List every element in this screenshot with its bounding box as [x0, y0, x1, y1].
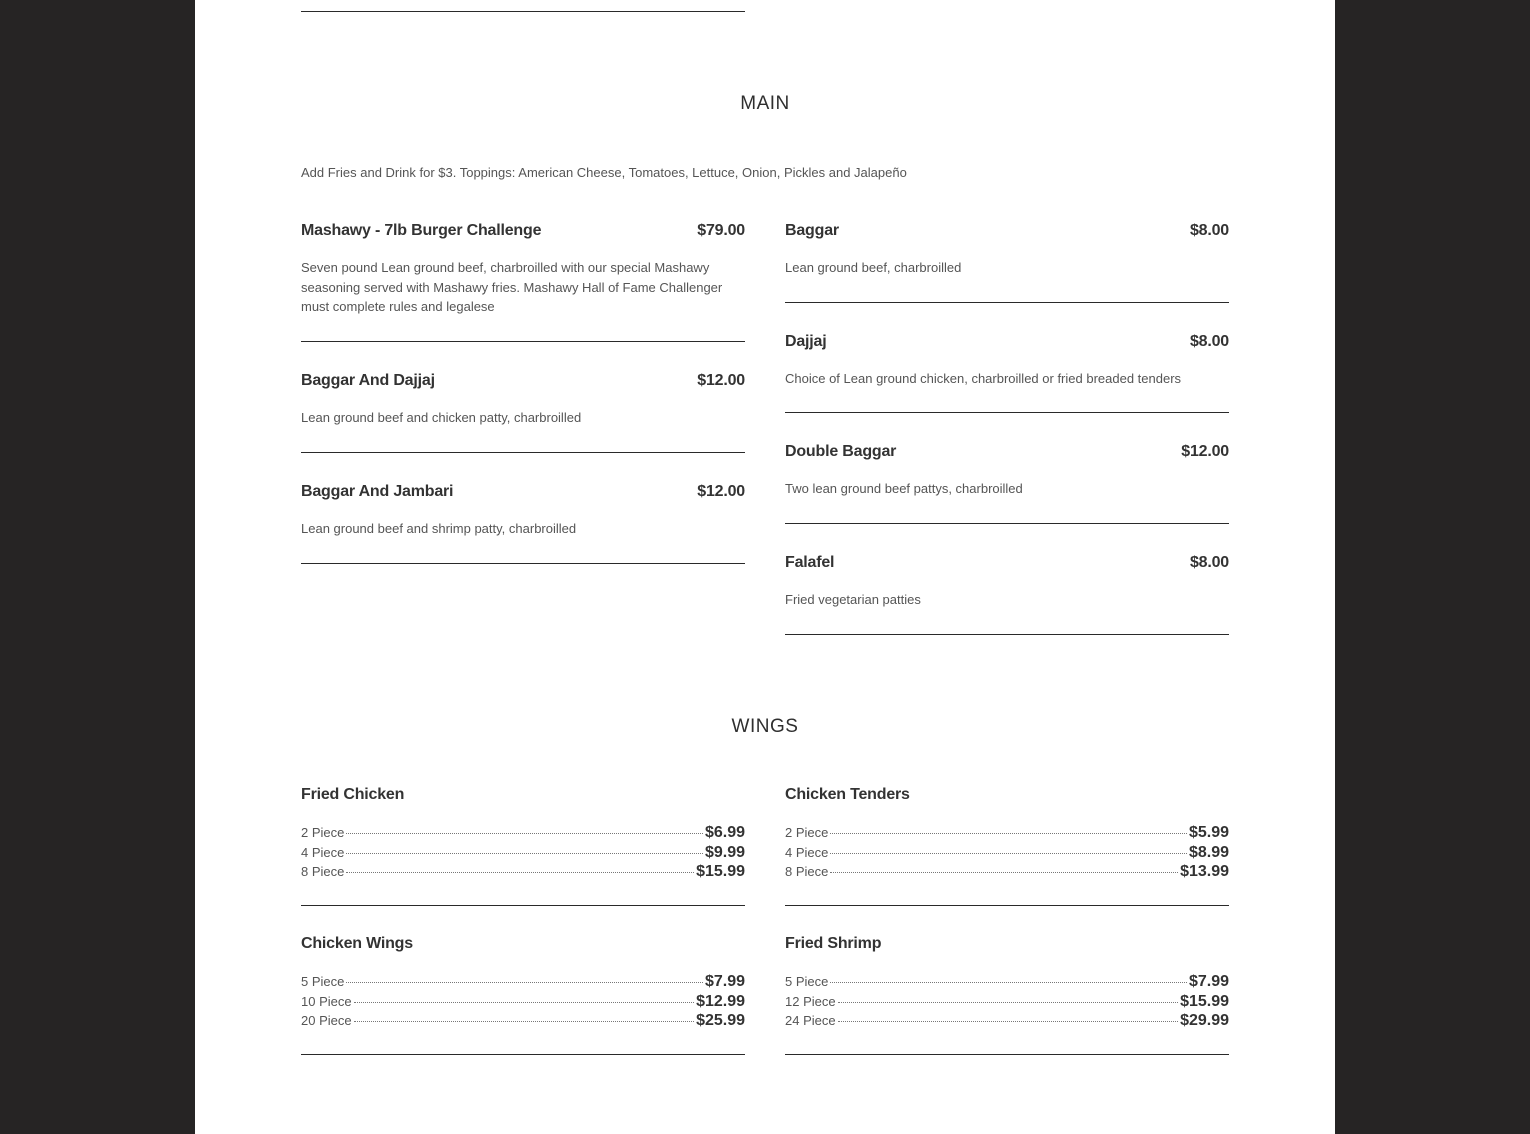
price-option — [301, 973, 745, 993]
option-price: $15.99 — [696, 863, 745, 880]
menu-item[interactable] — [785, 786, 1229, 906]
menu-item-price: $12.00 — [697, 483, 745, 500]
menu-item-name: Double Baggar — [785, 443, 897, 460]
menu-item-price: $8.00 — [1189, 554, 1229, 571]
price-option — [301, 844, 745, 864]
option-price: $15.99 — [1180, 992, 1229, 1010]
price-option — [785, 844, 1229, 864]
option-label: 5 Piece — [785, 974, 829, 989]
menu-item-name: Baggar And Dajjaj — [301, 372, 435, 389]
option-label: 10 Piece — [301, 993, 352, 1009]
dot-leader — [354, 1021, 694, 1022]
menu-item[interactable] — [301, 935, 745, 1055]
option-price: $12.99 — [696, 992, 745, 1010]
menu-page — [195, 0, 1335, 1134]
menu-item-name: Baggar — [785, 222, 839, 239]
menu-item[interactable] — [301, 786, 745, 906]
dot-leader — [830, 833, 1187, 834]
menu-item-name: Fried Shrimp — [785, 935, 882, 952]
dot-leader — [838, 1021, 1178, 1022]
price-option — [785, 1012, 1229, 1032]
option-label: 4 Piece — [301, 844, 345, 860]
option-price: $6.99 — [704, 824, 745, 841]
price-option — [785, 863, 1229, 883]
option-label: 8 Piece — [301, 864, 345, 879]
menu-item-price: $8.00 — [1189, 222, 1229, 239]
price-option — [301, 1012, 745, 1032]
menu-item-description: Fried vegetarian patties — [785, 592, 921, 607]
menu-item-description: Lean ground beef and chicken patty, charbroilled — [301, 410, 582, 425]
menu-item[interactable] — [785, 935, 1229, 1055]
price-option — [301, 824, 745, 844]
option-price: $9.99 — [704, 843, 745, 861]
option-price: $5.99 — [1188, 824, 1229, 841]
price-option — [785, 824, 1229, 844]
menu-item[interactable] — [785, 222, 1229, 303]
menu-item-name: Fried Chicken — [301, 786, 405, 803]
menu-item-description: Lean ground beef, charbroilled — [785, 260, 962, 275]
menu-item[interactable] — [301, 372, 745, 453]
option-price: $13.99 — [1180, 863, 1229, 880]
option-label: 2 Piece — [301, 825, 345, 840]
section-divider — [301, 11, 745, 12]
option-price: $29.99 — [1180, 1012, 1229, 1029]
menu-item[interactable] — [785, 443, 1229, 524]
option-label: 20 Piece — [301, 1013, 352, 1028]
right-decorative-panel — [1335, 0, 1530, 1134]
menu-item-price: $12.00 — [1181, 443, 1229, 460]
option-label: 5 Piece — [301, 974, 345, 989]
menu-item-name: Chicken Wings — [301, 935, 413, 952]
menu-item-description: Choice of Lean ground chicken, charbroilled or fried breaded tenders — [785, 371, 1182, 386]
dot-leader — [830, 872, 1178, 873]
section-note-main: Add Fries and Drink for $3. Toppings: American Cheese, Tomatoes, Lettuce, Onion, Pickles and Jalapeño — [301, 165, 907, 180]
menu-item-price: $12.00 — [697, 372, 745, 389]
left-decorative-panel — [0, 0, 195, 1134]
menu-item[interactable] — [785, 554, 1229, 635]
section-title-main: MAIN — [740, 93, 790, 114]
dot-leader — [830, 853, 1187, 854]
option-price: $8.99 — [1188, 843, 1229, 861]
menu-item-description: Seven pound Lean ground beef, charbroilled with our special Mashawy seasoning served with Mashawy fries. Mashawy Hall of Fame Challenger must complete rules and legalese — [301, 260, 723, 314]
menu-item-name: Chicken Tenders — [785, 786, 910, 803]
option-label: 8 Piece — [785, 864, 829, 879]
menu-item-name: Mashawy - 7lb Burger Challenge — [301, 222, 542, 239]
dot-leader — [838, 1002, 1178, 1003]
section-title-wings: WINGS — [731, 716, 799, 737]
dot-leader — [346, 982, 703, 983]
menu-item-name: Falafel — [785, 554, 835, 571]
dot-leader — [346, 853, 703, 854]
menu-item-description: Lean ground beef and shrimp patty, charbroilled — [301, 521, 577, 536]
menu-item-price: $79.00 — [697, 222, 745, 239]
menu-item-name: Baggar And Jambari — [301, 483, 454, 500]
price-option — [785, 993, 1229, 1013]
dot-leader — [830, 982, 1187, 983]
menu-item[interactable] — [785, 333, 1229, 413]
menu-item-price: $8.00 — [1189, 333, 1229, 350]
option-label: 2 Piece — [785, 825, 829, 840]
menu-item-description: Two lean ground beef pattys, charbroilled — [785, 481, 1023, 496]
price-option — [301, 993, 745, 1013]
price-option — [785, 973, 1229, 993]
option-label: 24 Piece — [785, 1013, 836, 1028]
option-label: 12 Piece — [785, 993, 836, 1009]
option-price: $7.99 — [1188, 973, 1229, 990]
menu-item[interactable] — [301, 222, 745, 342]
option-label: 4 Piece — [785, 844, 829, 860]
dot-leader — [354, 1002, 694, 1003]
option-price: $7.99 — [704, 973, 745, 990]
menu-item-name: Dajjaj — [785, 333, 827, 350]
dot-leader — [346, 833, 703, 834]
price-option — [301, 863, 745, 883]
dot-leader — [346, 872, 694, 873]
menu-item[interactable] — [301, 483, 745, 564]
option-price: $25.99 — [696, 1012, 745, 1029]
